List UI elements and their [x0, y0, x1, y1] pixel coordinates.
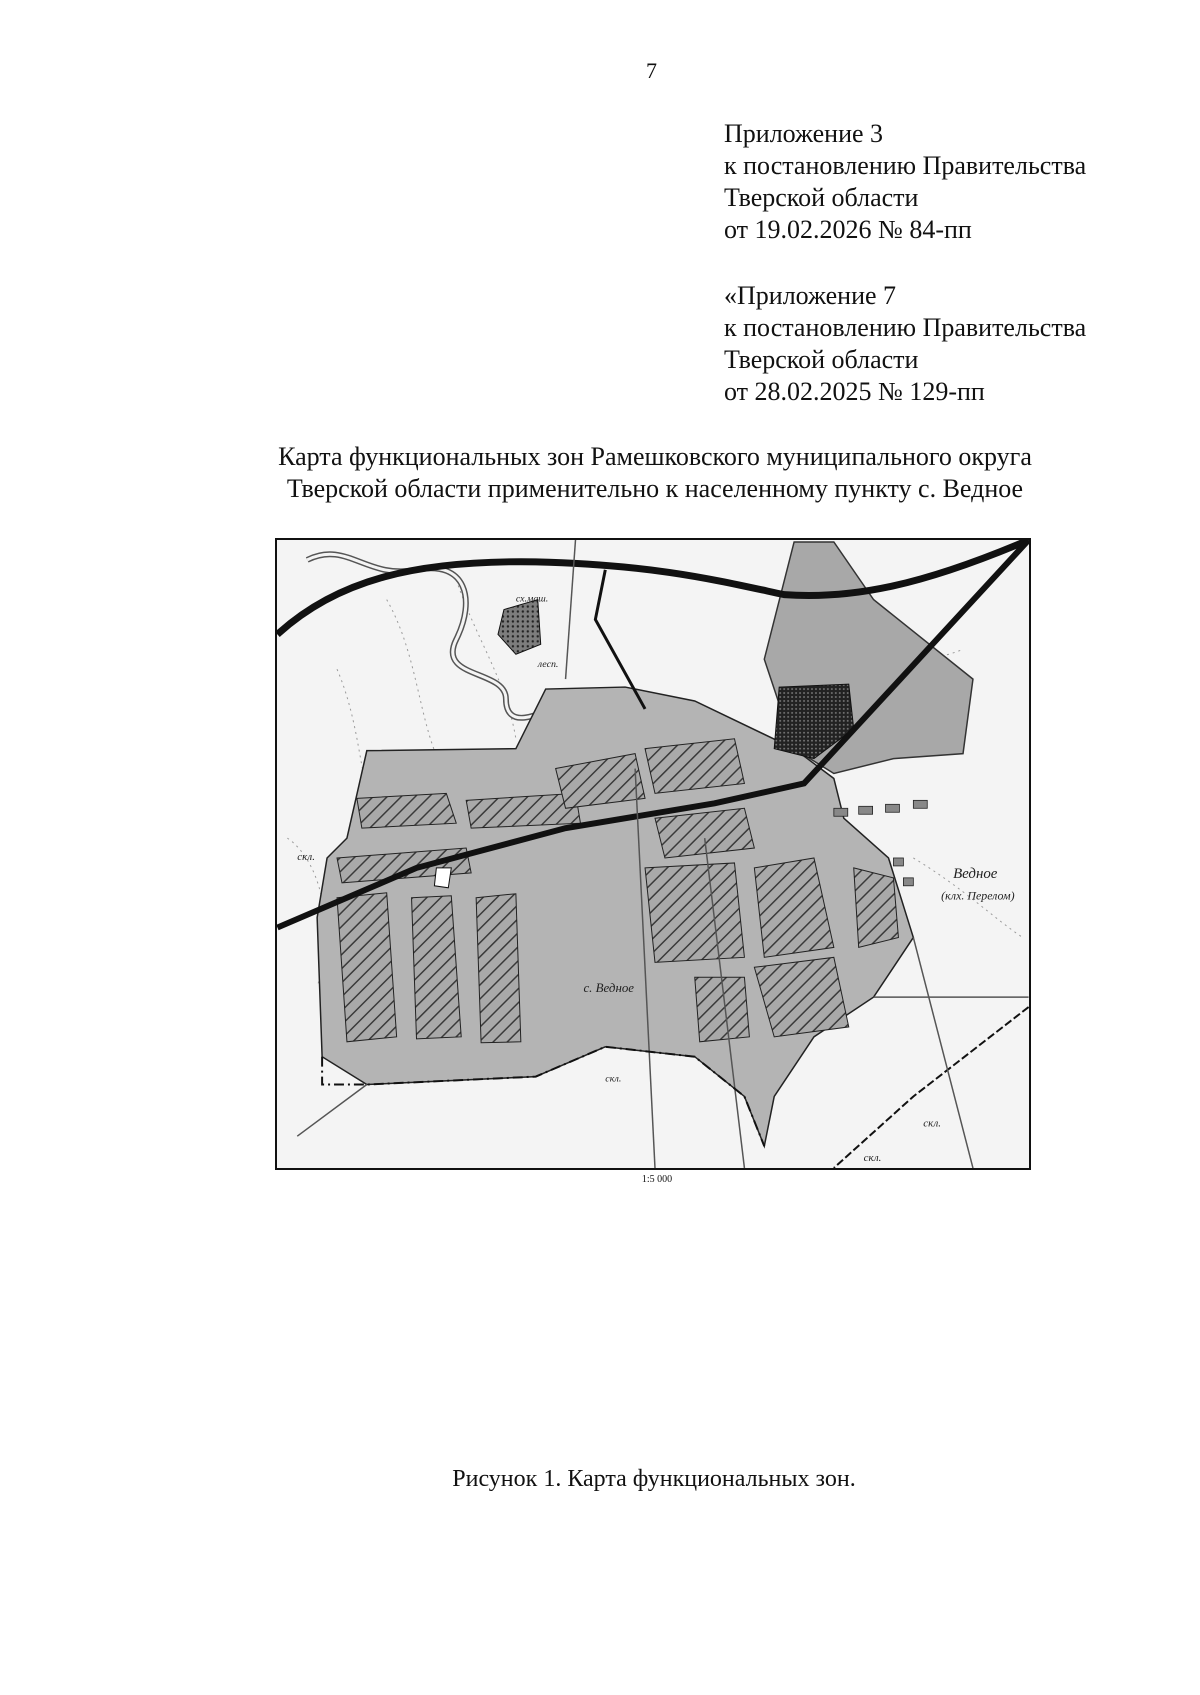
page-number: 7 — [646, 58, 657, 83]
zone-dense-tower — [498, 600, 541, 655]
map-scale: 1:5 000 — [641, 1174, 673, 1185]
label-warehouse: скл. — [923, 1117, 941, 1130]
label-village-center: с. Ведное — [583, 980, 635, 996]
map-title — [0, 441, 1200, 505]
appendix-line: Тверской области — [724, 183, 919, 212]
label-forest: лесп. — [537, 659, 559, 671]
label-tower: сх.маш. — [515, 593, 549, 605]
label-warehouse: скл. — [605, 1073, 622, 1085]
appendix-line: Приложение 3 — [724, 119, 884, 148]
label-village-east-note: (клх. Перелом) — [941, 888, 1015, 903]
appendix-header — [724, 118, 1086, 246]
figure-caption: Рисунок 1. Карта функциональных зон. — [452, 1466, 856, 1492]
original-appendix-header — [724, 280, 1086, 408]
appendix-line: от 19.02.2026 № 84-пп — [724, 215, 972, 244]
appendix-line: Тверской области — [724, 345, 919, 374]
map-drawing — [277, 540, 1029, 1168]
label-village-east: Ведное — [953, 865, 998, 882]
appendix-line: от 28.02.2025 № 129-пп — [724, 377, 985, 406]
map-title-line: Тверской области применительно к населенному пункту с. Ведное — [286, 474, 1024, 503]
functional-zones-map — [275, 538, 1031, 1170]
label-warehouse: скл. — [297, 850, 315, 863]
zone-cemetery — [434, 868, 451, 888]
appendix-line: «Приложение 7 — [724, 281, 897, 310]
appendix-line: к постановлению Правительства — [724, 313, 1087, 342]
map-title-line: Карта функциональных зон Рамешковского муниципального округа — [278, 442, 1032, 471]
appendix-line: к постановлению Правительства — [724, 151, 1087, 180]
label-warehouse: скл. — [863, 1152, 882, 1165]
